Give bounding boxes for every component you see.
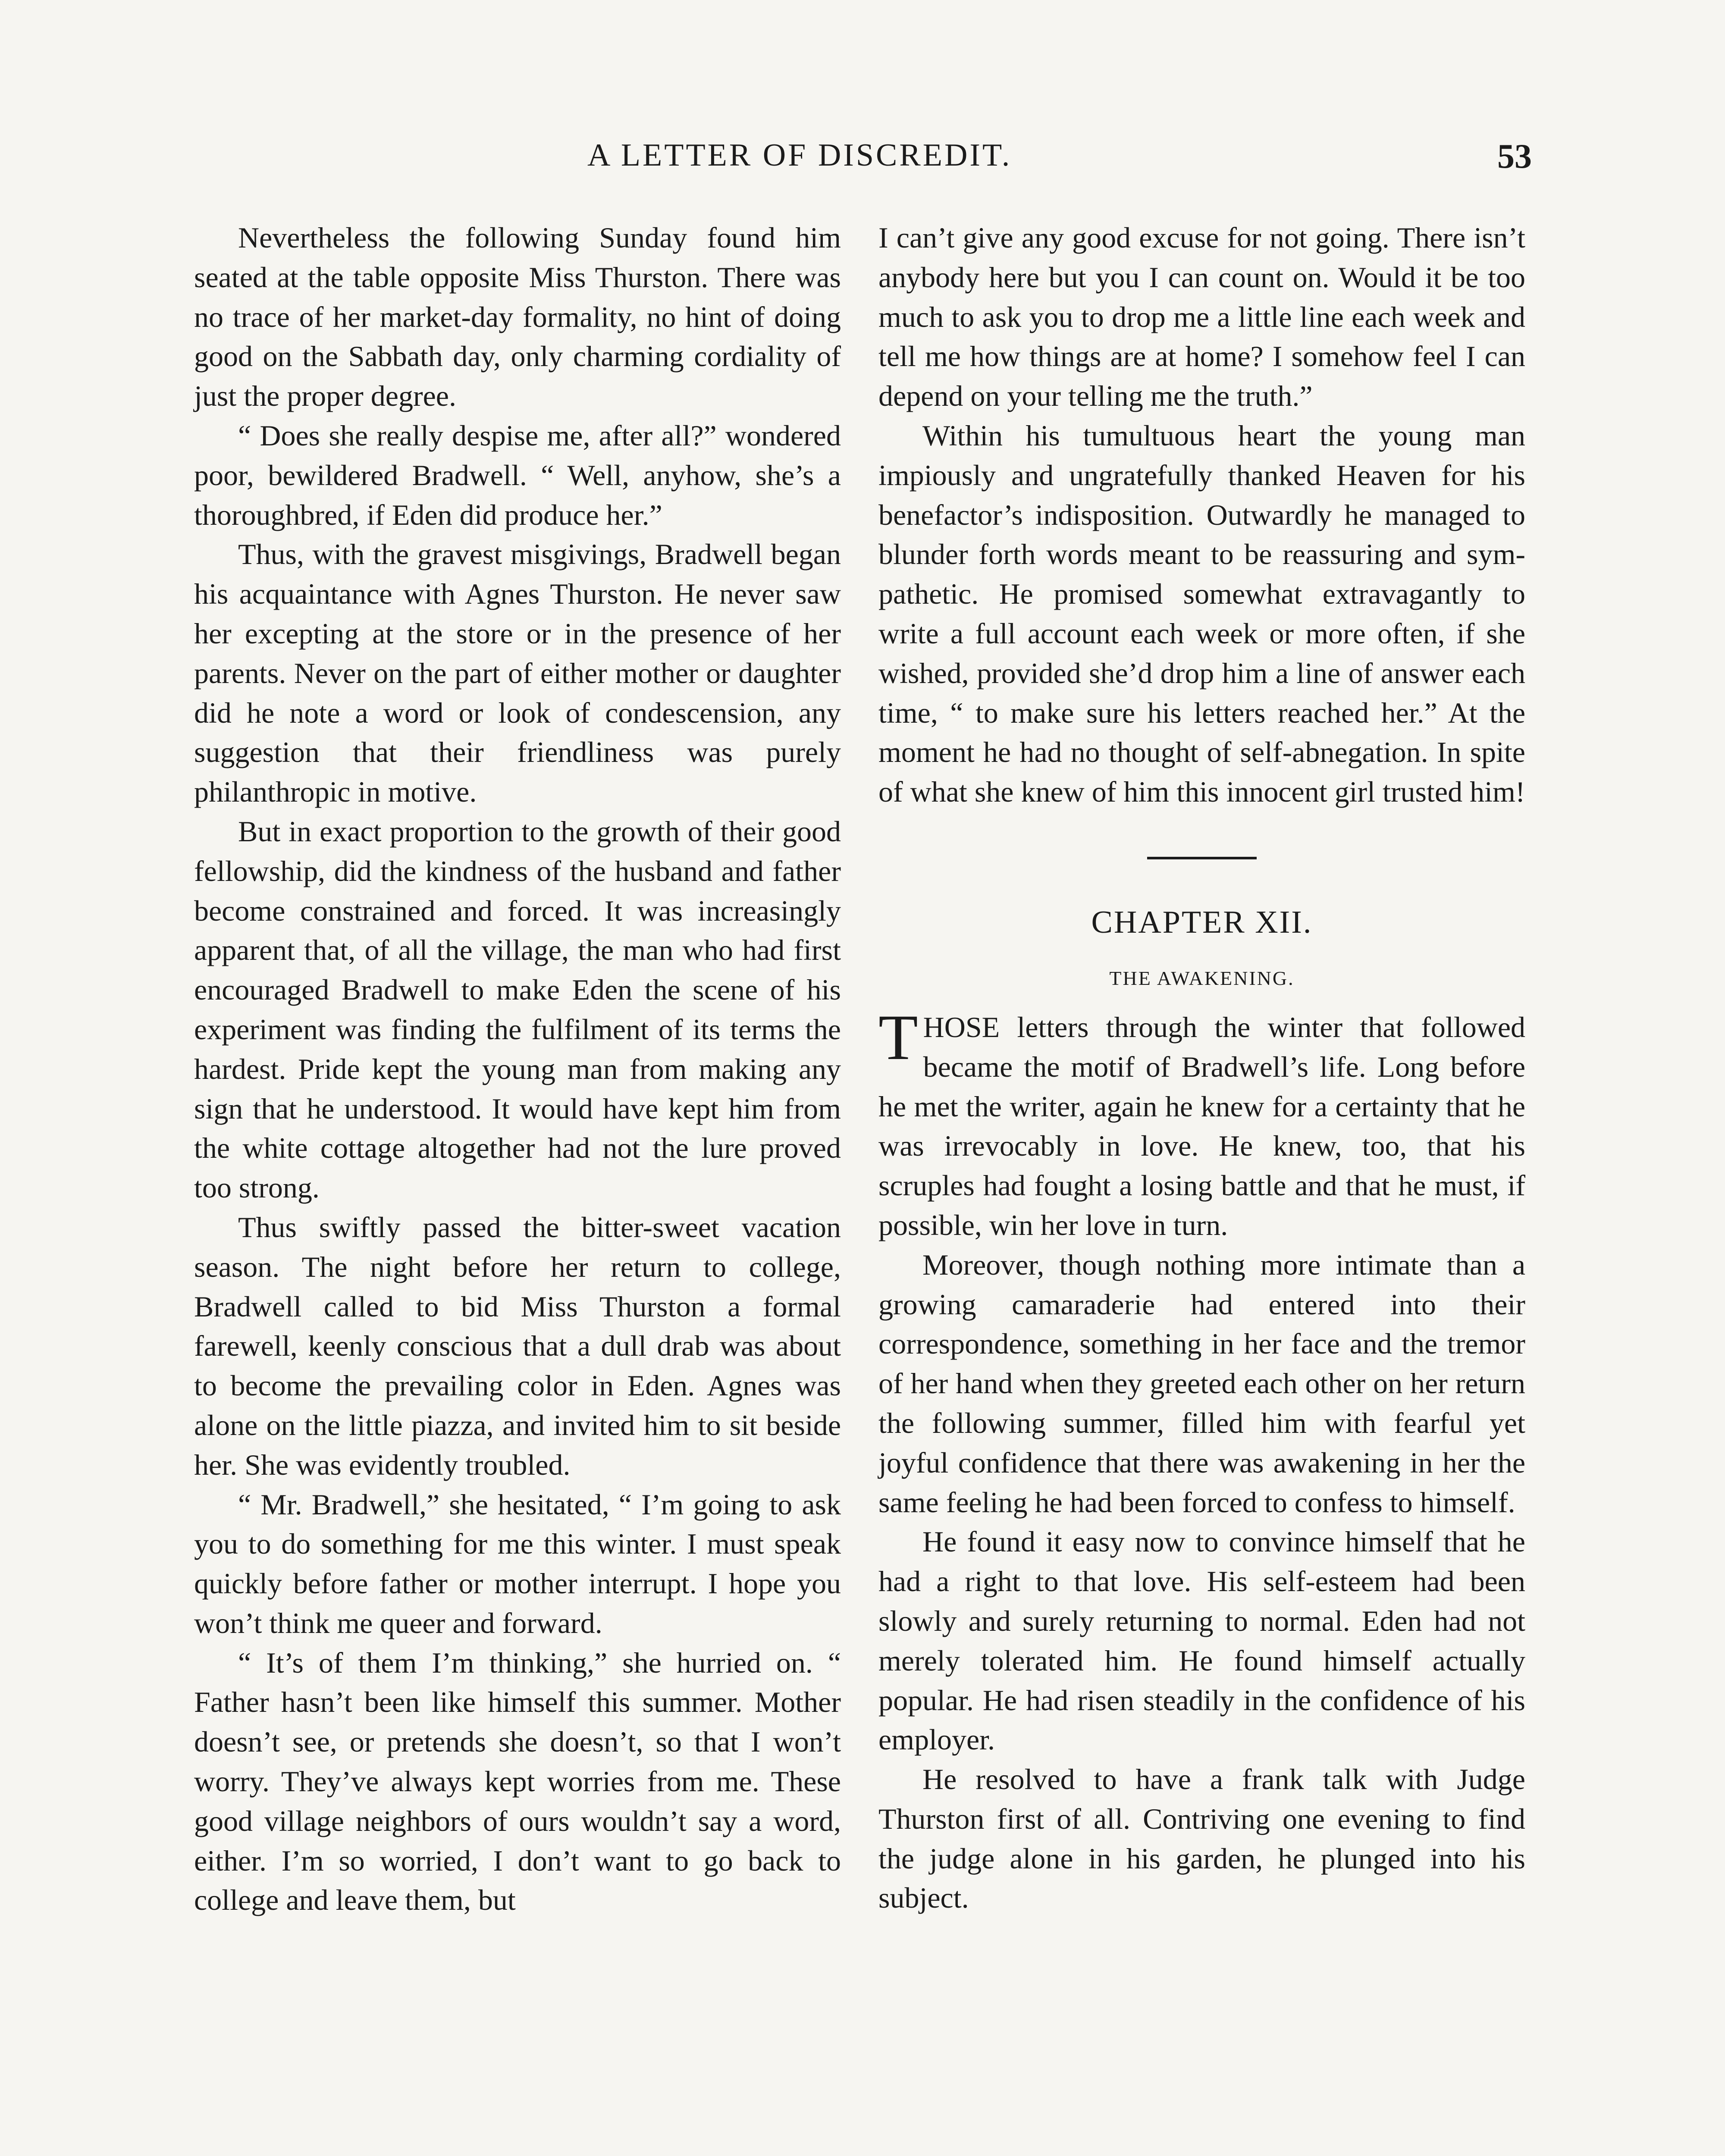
paragraph-continued: I can’t give any good excuse for not going. There isn’t anybody here but you I can count on. Would it be too much to ask you to drop me a little line each week and tell me how things are at home? I somehow feel I can depend on your telling me the truth.” [878,221,1525,413]
paragraph: He found it easy now to convince himself that he had a right to that love. His self-esteem had been slowly and surely returning to normal. Eden had not merely tolerated him. He found himself actually popular. He had risen steadily in the confidence of his employer. [878,1525,1525,1756]
running-title: A LETTER OF DISCREDIT. [587,138,1012,173]
opening-text: HOSE letters through the winter that followed became the motif of Bradwell’s life. Long before he met the writer, again he knew for a certainty that he was irrevocably in love. He knew, too, that his scruples had fought a losing battle and that he must, if possible, win her love in turn. [878,1010,1525,1241]
paragraph: “ It’s of them I’m thinking,” she hurried on. “ Father hasn’t been like himself this summer. Mother doesn’t see, or pretends she doesn’t, so that I won’t worry. They’ve always kept worries from me. These good village neighbors of ours wouldn’t say a word, either. I’m so worried, I don’t want to go back to college and leave them, but [194,1646,841,1917]
paragraph: But in exact proportion to the growth of their good fellowship, did the kindness of the husband and father become constrained and forced. It was increasingly apparent that, of all the village, the man who had first encouraged Bradwell to make Eden the scene of his experiment was finding the fulfilment of its terms the hardest. Pride kept the young man from making any sign that he understood. It would have kept him from the white cottage altogether had not the lure proved too strong. [194,815,841,1204]
chapter-subtitle: THE AWAKENING. [1109,967,1295,989]
paragraph: Thus swiftly passed the bitter-sweet vacation season. The night before her return to college, Bradwell called to bid Miss Thurston a formal farewell, keenly conscious that a dull drab was about to become the prevailing color in Eden. Agnes was alone on the little piazza, and invited him to sit beside her. She was evidently troubled. [194,1210,841,1481]
section-divider [1147,857,1257,859]
paragraph: Moreover, though nothing more intimate than a growing camaraderie had entered into their correspondence, something in her face and the tremor of her hand when they greeted each other on her return the following summer, filled him with fearful yet joyful confidence that there was awakening in her the same feeling he had been forced to confess to himself. [878,1248,1525,1519]
chapter-opening-paragraph [878,1001,1525,1245]
chapter-title: CHAPTER XII. [1091,904,1313,940]
page-number: 53 [1497,138,1532,175]
drop-cap: T [878,1001,918,1073]
paragraph: He resolved to have a frank talk with Judge Thurston first of all. Contriving one evening to find the judge alone in his garden, he plunged into his subject. [878,1763,1525,1915]
paragraph: Within his tumultuous heart the young man impiously and ungratefully thanked Heaven for his benefactor’s indisposition. Outwardly he managed to blunder forth words meant to be reassuring and sympathetic. He promised somewhat extravagantly to write a full account each week or more often, if she wished, provided she’d drop him a line of answer each time, “ to make sure his letters reached her.” At the moment he had no thought of self-abnegation. In spite of what she knew of him this innocent girl trusted him! [878,419,1525,808]
paragraph: Nevertheless the following Sunday found him seated at the table opposite Miss Thurston. There was no trace of her market-day formality, no hint of doing good on the Sabbath day, only charming cordiality of just the proper degree. [194,221,841,413]
paragraph: “ Does she really despise me, after all?” wondered poor, bewildered Bradwell. “ Well, anyhow, she’s a thoroughbred, if Eden did produce her.” [194,419,841,531]
paragraph: Thus, with the gravest misgivings, Bradwell began his acquaintance with Agnes Thurston. He never saw her excepting at the store or in the presence of her parents. Never on the part of either mother or daughter did he note a word or look of condescension, any suggestion that their friendliness was purely philanthropic in motive. [194,538,841,808]
paragraph: “ Mr. Bradwell,” she hesitated, “ I’m going to ask you to do something for me this winter. I must speak quickly before father or mother interrupt. I hope you won’t think me queer and forward. [194,1488,841,1639]
right-column [878,218,1525,1918]
left-column [194,218,841,1920]
